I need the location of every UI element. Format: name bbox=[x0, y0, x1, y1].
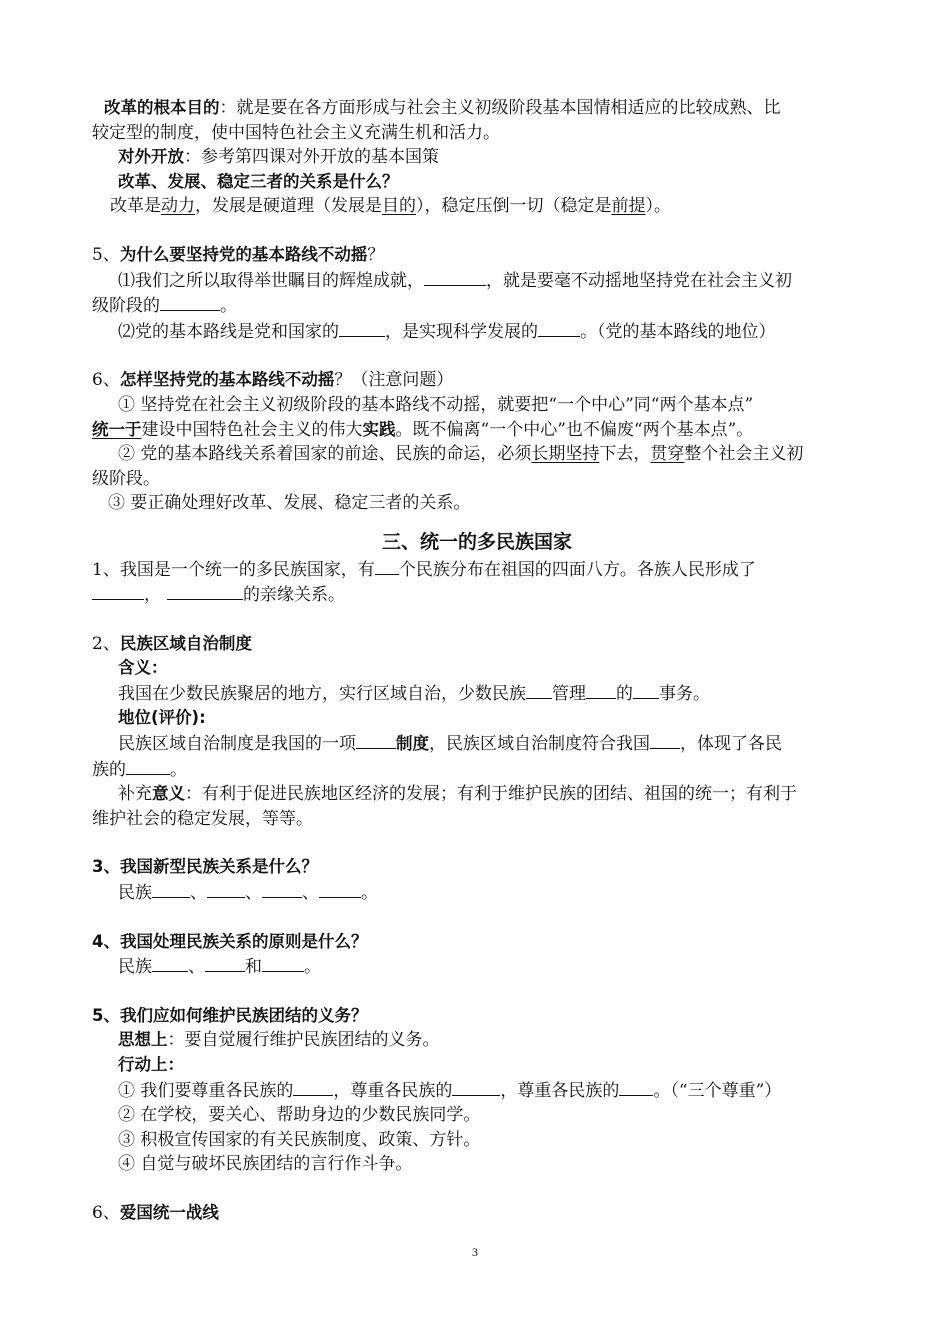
fill-blank[interactable] bbox=[160, 293, 220, 311]
s3-p2-status-label bbox=[92, 706, 862, 731]
s3-p4-answer bbox=[92, 954, 862, 980]
s3-text: 族的 bbox=[92, 759, 126, 780]
q6-underlined-term: 统一于 bbox=[92, 419, 142, 439]
q6-item-2 bbox=[92, 442, 862, 467]
thought-label: 思想上 bbox=[118, 1030, 168, 1050]
fill-blank[interactable] bbox=[619, 1078, 653, 1096]
s3-text: ，尊重各民族的 bbox=[500, 1080, 620, 1101]
relation-underlined-term: 前提 bbox=[611, 196, 646, 217]
s3-p1 bbox=[92, 557, 862, 583]
s3-p1-cont bbox=[92, 582, 862, 608]
q6-number: 6、 bbox=[92, 370, 120, 391]
q5-text: ⑴我们之所以取得举世瞩目的辉煌成就， bbox=[118, 270, 424, 291]
fill-blank[interactable] bbox=[586, 681, 616, 699]
relation-underlined-term: 目的 bbox=[382, 196, 416, 217]
s3-text: 、 bbox=[188, 957, 205, 978]
q6-heading bbox=[92, 368, 862, 393]
q5-text: ，是实现科学发展的 bbox=[385, 321, 538, 342]
s3-p2-supplement-cont bbox=[92, 807, 862, 832]
s3-text: 的亲缘关系。 bbox=[243, 585, 345, 606]
q6-text: 建设中国特色社会主义的伟大 bbox=[141, 419, 363, 440]
fill-blank[interactable] bbox=[126, 757, 170, 775]
fill-blank[interactable] bbox=[424, 268, 486, 286]
q5-item-2 bbox=[92, 319, 862, 345]
q5-item-1-cont bbox=[92, 293, 862, 319]
s3-text: 我国在少数民族聚居的地方，实行区域自治，少数民族 bbox=[118, 683, 526, 704]
relation-text: ），稳定压倒一切（稳定是 bbox=[416, 196, 612, 217]
s3-p5-thought bbox=[92, 1028, 862, 1053]
s3-text: ，尊重各民族的 bbox=[333, 1080, 453, 1101]
q6-bold-term: 实践 bbox=[362, 419, 396, 439]
section-3-title: 三、统一的多民族国家 bbox=[381, 530, 572, 553]
s3-bold-term: 制度 bbox=[396, 734, 429, 754]
fill-blank[interactable] bbox=[526, 681, 552, 699]
fill-blank[interactable] bbox=[262, 954, 304, 972]
s3-text: ，体现了各民 bbox=[680, 734, 782, 755]
status-label: 地位(评价): bbox=[118, 708, 206, 728]
document-page bbox=[92, 96, 862, 1226]
q5-text: ⑵党的基本路线是党和国家的 bbox=[118, 321, 339, 342]
q6-text: 级阶段。 bbox=[92, 468, 160, 489]
s3-text: 维护社会的稳定发展，等等。 bbox=[92, 808, 313, 829]
s3-text: 民族 bbox=[118, 883, 152, 904]
fill-blank[interactable] bbox=[293, 1078, 333, 1096]
q6-item-1-cont bbox=[92, 418, 862, 443]
fill-blank[interactable] bbox=[205, 954, 245, 972]
q6-title: 怎样坚持党的基本路线不动摇 bbox=[119, 370, 335, 390]
opening-text: ：参考第四课对外开放的基本国策 bbox=[184, 147, 439, 168]
q6-item-3 bbox=[92, 491, 862, 516]
q5-item-1 bbox=[92, 268, 862, 294]
q5-qmark: ？ bbox=[367, 244, 385, 265]
s3-text: 民族 bbox=[118, 957, 152, 978]
fill-blank[interactable] bbox=[152, 880, 190, 898]
s3-text: 。 bbox=[361, 883, 378, 904]
q6-text: 。既不偏离“一个中心”也不偏废“两个基本点”。 bbox=[395, 419, 754, 440]
fill-blank[interactable] bbox=[92, 582, 144, 600]
s3-p6-number: 6、 bbox=[92, 1202, 120, 1223]
q6-item-2-cont bbox=[92, 467, 862, 492]
s3-text: ：要自觉履行维护民族团结的义务。 bbox=[167, 1030, 440, 1051]
s3-p3-answer bbox=[92, 880, 862, 906]
s3-text: ， bbox=[144, 585, 161, 606]
fill-blank[interactable] bbox=[319, 880, 361, 898]
s3-p2-title: 民族区域自治制度 bbox=[119, 633, 252, 653]
s3-p2-supplement bbox=[92, 782, 862, 807]
s3-p5-item-3 bbox=[92, 1128, 862, 1153]
relation-answer bbox=[92, 194, 862, 219]
s3-text: 补充 bbox=[118, 784, 152, 805]
s3-p4-heading bbox=[92, 930, 862, 955]
q6-text: 整个社会主义初 bbox=[684, 444, 804, 465]
s3-p5-item-1 bbox=[92, 1078, 862, 1104]
s3-p5-item-4 bbox=[92, 1152, 862, 1177]
s3-text: 。 bbox=[170, 759, 187, 780]
s3-text: 和 bbox=[245, 957, 262, 978]
fill-blank[interactable] bbox=[356, 731, 396, 749]
s3-p2-heading bbox=[92, 632, 862, 657]
q6-item-1 bbox=[92, 393, 862, 418]
s3-text: 。（“三个尊重”） bbox=[653, 1080, 782, 1101]
fill-blank[interactable] bbox=[207, 880, 245, 898]
fill-blank[interactable] bbox=[452, 1078, 500, 1096]
fill-blank[interactable] bbox=[538, 319, 580, 337]
s3-text: ② 在学校，要关心、帮助身边的少数民族同学。 bbox=[118, 1105, 481, 1126]
s3-text: 、 bbox=[190, 883, 207, 904]
relation-question bbox=[92, 170, 862, 195]
opening-line bbox=[92, 145, 862, 170]
fill-blank[interactable] bbox=[152, 954, 188, 972]
s3-p5-action-label bbox=[92, 1053, 862, 1078]
relation-text: ）。 bbox=[645, 196, 671, 217]
q6-text: ③ 要正确处理好改革、发展、稳定三者的关系。 bbox=[108, 493, 471, 514]
fill-blank[interactable] bbox=[375, 557, 399, 575]
s3-p2-status bbox=[92, 731, 862, 757]
s3-text: 个民族分布在祖国的四面八方。各族人民形成了 bbox=[398, 559, 756, 580]
q5-text: ，就是要毫不动摇地坚持党在社会主义初 bbox=[486, 270, 792, 291]
s3-text: 事务。 bbox=[659, 683, 710, 704]
s3-text: 1、我国是一个统一的多民族国家，有 bbox=[92, 559, 375, 580]
q5-text: 。（党的基本路线的地位） bbox=[580, 321, 776, 342]
meaning-label: 含义 bbox=[118, 658, 151, 678]
s3-text: 管理 bbox=[552, 683, 586, 704]
s3-p5-title: 5、我们应如何维护民族团结的义务？ bbox=[92, 1005, 368, 1025]
s3-text: ，民族区域自治制度符合我国 bbox=[429, 734, 650, 755]
s3-p6-heading bbox=[92, 1201, 862, 1226]
s3-text: ④ 自觉与破坏民族团结的言行作斗争。 bbox=[118, 1154, 413, 1175]
q5-heading bbox=[92, 243, 862, 268]
s3-p2-meaning bbox=[92, 681, 862, 707]
q6-text: ① 坚持党在社会主义初级阶段的基本路线不动摇，就要把“一个中心”同“两个基本点” bbox=[118, 394, 754, 415]
fill-blank[interactable] bbox=[167, 582, 243, 600]
s3-p3-heading bbox=[92, 855, 862, 880]
q5-text: 。 bbox=[220, 296, 237, 317]
s3-text: ① 我们要尊重各民族的 bbox=[118, 1080, 294, 1101]
action-label: 行动上 bbox=[118, 1055, 168, 1074]
reform-purpose-line-2 bbox=[92, 121, 862, 146]
s3-p2-meaning-label bbox=[92, 656, 862, 681]
s3-p5-heading bbox=[92, 1004, 862, 1029]
s3-p3-title: 3、我国新型民族关系是什么？ bbox=[92, 857, 318, 877]
q6-note: ？（注意问题） bbox=[334, 370, 454, 391]
fill-blank[interactable] bbox=[633, 681, 659, 699]
q6-text: 下去， bbox=[599, 444, 651, 465]
s3-text: 民族区域自治制度是我国的一项 bbox=[118, 734, 356, 755]
s3-text: 的 bbox=[616, 683, 633, 704]
action-colon: ： bbox=[167, 1055, 184, 1074]
q6-underlined-term: 贯穿 bbox=[650, 444, 685, 465]
q6-text: ② 党的基本路线关系着国家的前途、民族的命运，必须 bbox=[118, 444, 532, 465]
s3-text: 、 bbox=[302, 883, 319, 904]
s3-p6-title: 爱国统一战线 bbox=[119, 1202, 219, 1222]
opening-label: 对外开放 bbox=[118, 147, 184, 167]
q5-text: 级阶段的 bbox=[92, 296, 160, 317]
reform-purpose-label: 改革的根本目的 bbox=[104, 98, 220, 117]
s3-text: 、 bbox=[245, 883, 262, 904]
s3-bold-term: 意义 bbox=[152, 784, 185, 804]
s3-text: 。 bbox=[304, 957, 321, 978]
relation-text: 改革是 bbox=[110, 196, 161, 217]
q6-underlined-term: 长期坚持 bbox=[531, 444, 600, 465]
reform-purpose-text-cont: 较定型的制度，使中国特色社会主义充满生机和活力。 bbox=[92, 122, 500, 143]
fill-blank[interactable] bbox=[650, 731, 680, 749]
page-number: 3 bbox=[472, 1245, 478, 1259]
reform-purpose-line-1 bbox=[92, 96, 862, 121]
reform-purpose-text: ：就是要在各方面形成与社会主义初级阶段基本国情相适应的比较成熟、比 bbox=[219, 98, 781, 118]
relation-text: ，发展是硬道理（发展是 bbox=[195, 196, 382, 217]
s3-text: ：有利于促进民族地区经济的发展；有利于维护民族的团结、祖国的统一；有利于 bbox=[185, 784, 797, 805]
fill-blank[interactable] bbox=[339, 319, 385, 337]
fill-blank[interactable] bbox=[262, 880, 302, 898]
meaning-colon: ： bbox=[151, 658, 168, 678]
s3-text: ③ 积极宣传国家的有关民族制度、政策、方针。 bbox=[118, 1129, 481, 1150]
q5-title: 为什么要坚持党的基本路线不动摇 bbox=[119, 244, 368, 264]
s3-p2-status-cont bbox=[92, 757, 862, 783]
s3-p4-title: 4、我国处理民族关系的原则是什么？ bbox=[92, 931, 368, 951]
s3-p2-number: 2、 bbox=[92, 633, 120, 654]
relation-underlined-term: 动力 bbox=[161, 196, 195, 217]
q5-number: 5、 bbox=[92, 244, 120, 265]
s3-p5-item-2 bbox=[92, 1103, 862, 1128]
relation-question-text: 改革、发展、稳定三者的关系是什么？ bbox=[118, 171, 399, 191]
